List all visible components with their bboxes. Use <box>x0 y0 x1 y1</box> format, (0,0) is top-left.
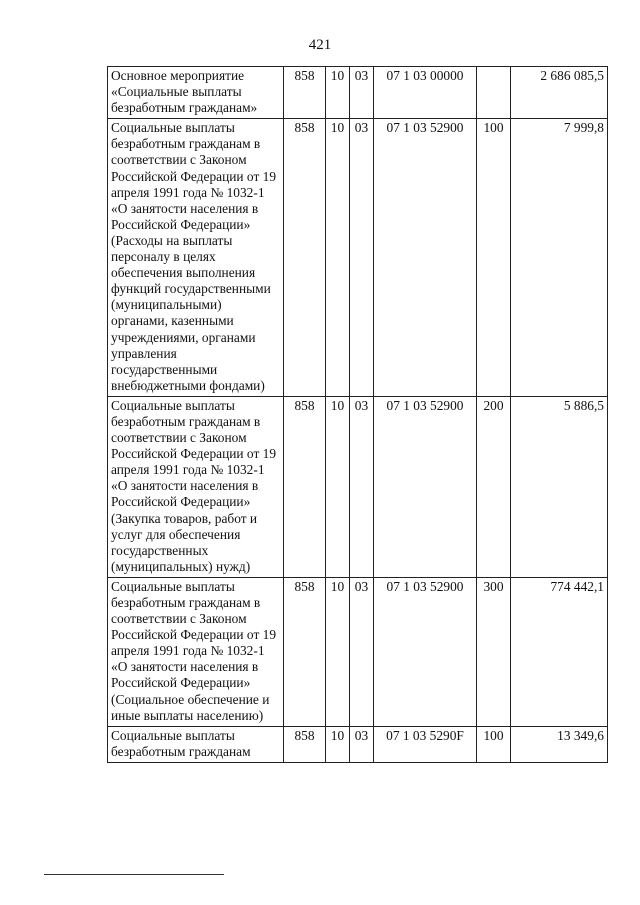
cell-subsection: 03 <box>350 67 374 119</box>
table-row <box>108 577 608 726</box>
cell-amount: 5 886,5 <box>511 396 608 577</box>
cell-target-article: 07 1 03 00000 <box>374 67 477 119</box>
table-row <box>108 67 608 119</box>
cell-ministry: 858 <box>284 67 326 119</box>
cell-name: Социальные выплаты безработным гражданам в соответствии с Законом Российской Федерации от 19 апреля 1991 года № 1032-1 «О занятости населения в Российской Федерации» (Закупка товаров, работ и услуг для обеспечения государственных (муниципальных) нужд) <box>108 396 284 577</box>
cell-section: 10 <box>326 396 350 577</box>
cell-subsection: 03 <box>350 396 374 577</box>
cell-expense-type: 100 <box>477 726 511 762</box>
cell-amount: 7 999,8 <box>511 119 608 397</box>
cell-section: 10 <box>326 726 350 762</box>
table-body <box>108 67 608 763</box>
cell-expense-type: 300 <box>477 577 511 726</box>
cell-expense-type: 200 <box>477 396 511 577</box>
cell-ministry: 858 <box>284 119 326 397</box>
cell-name: Основное мероприятие «Социальные выплаты безработным гражданам» <box>108 67 284 119</box>
cell-section: 10 <box>326 119 350 397</box>
cell-target-article: 07 1 03 52900 <box>374 396 477 577</box>
cell-section: 10 <box>326 67 350 119</box>
footnote-separator <box>44 874 224 875</box>
cell-subsection: 03 <box>350 577 374 726</box>
page-number: 421 <box>308 37 332 53</box>
cell-amount: 2 686 085,5 <box>511 67 608 119</box>
cell-name: Социальные выплаты безработным гражданам <box>108 726 284 762</box>
cell-name: Социальные выплаты безработным гражданам в соответствии с Законом Российской Федерации от 19 апреля 1991 года № 1032-1 «О занятости населения в Российской Федерации» (Социальное обеспечение и иные выплаты населению) <box>108 577 284 726</box>
cell-ministry: 858 <box>284 396 326 577</box>
table-row <box>108 396 608 577</box>
cell-subsection: 03 <box>350 726 374 762</box>
cell-target-article: 07 1 03 52900 <box>374 577 477 726</box>
budget-table <box>107 66 608 763</box>
cell-amount: 774 442,1 <box>511 577 608 726</box>
cell-section: 10 <box>326 577 350 726</box>
cell-amount: 13 349,6 <box>511 726 608 762</box>
table-row <box>108 726 608 762</box>
cell-target-article: 07 1 03 5290F <box>374 726 477 762</box>
cell-expense-type: 100 <box>477 119 511 397</box>
cell-subsection: 03 <box>350 119 374 397</box>
cell-ministry: 858 <box>284 577 326 726</box>
cell-ministry: 858 <box>284 726 326 762</box>
cell-expense-type <box>477 67 511 119</box>
cell-name: Социальные выплаты безработным гражданам в соответствии с Законом Российской Федерации от 19 апреля 1991 года № 1032-1 «О занятости населения в Российской Федерации» (Расходы на выплаты персоналу в целях обеспечения выполнения функций государственными (муниципальными) органами, казенными учреждениями, органами управления государственными внебюджетными фондами) <box>108 119 284 397</box>
cell-target-article: 07 1 03 52900 <box>374 119 477 397</box>
table-row <box>108 119 608 397</box>
